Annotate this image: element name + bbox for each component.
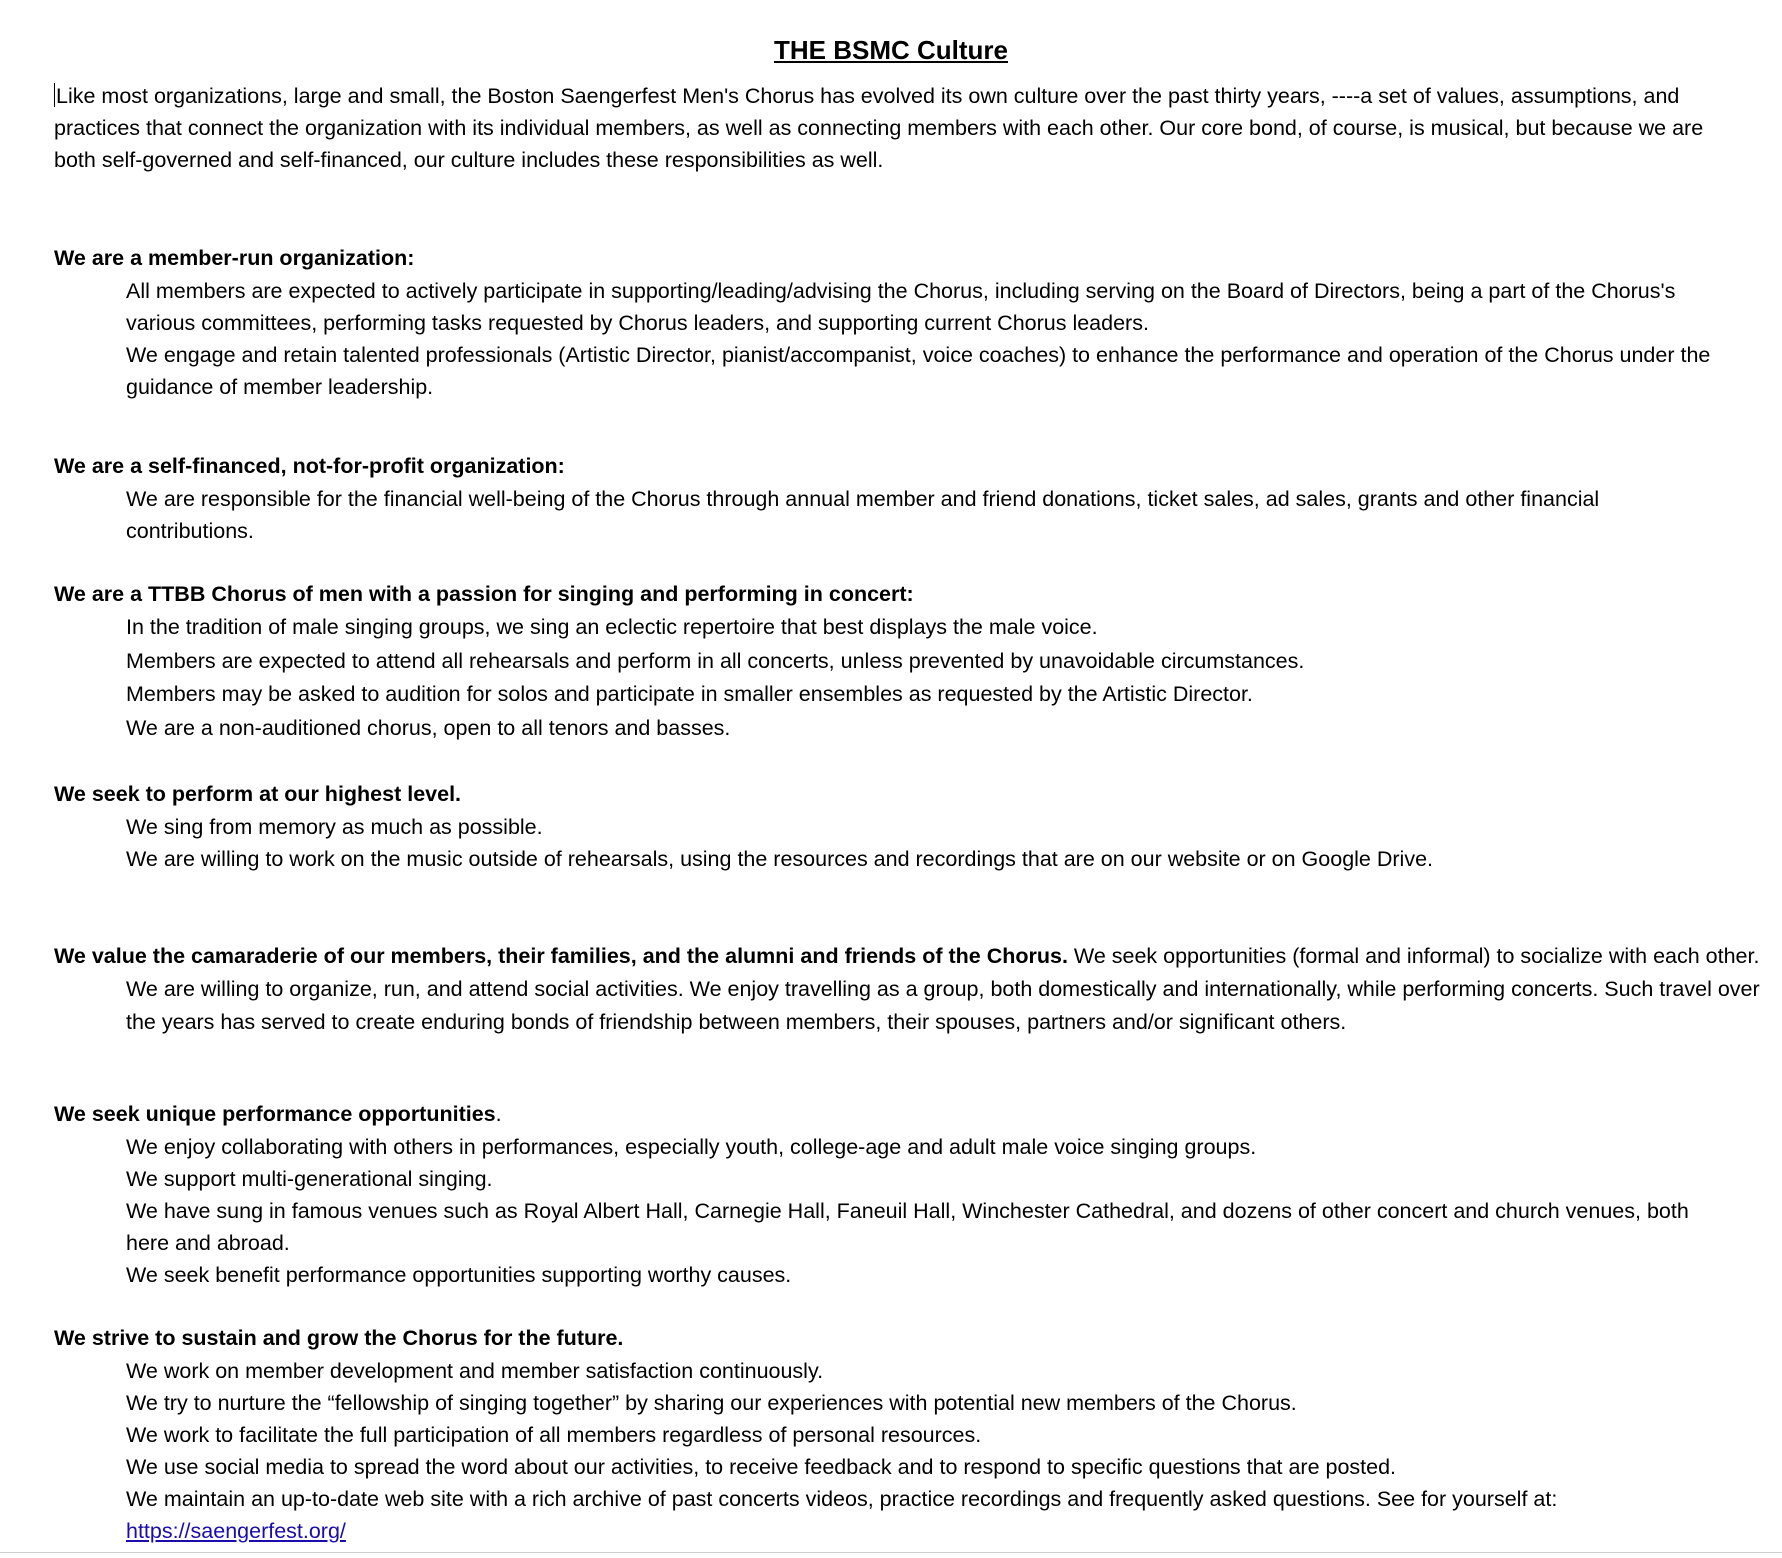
section-heading: We are a self-financed, not-for-profit organization: bbox=[54, 454, 565, 478]
section-highest-level bbox=[54, 778, 1734, 875]
section-unique-opportunities bbox=[54, 1098, 1734, 1291]
section-paragraph bbox=[54, 940, 1766, 1039]
section-item: We are a non-auditioned chorus, open to all tenors and basses. bbox=[126, 715, 731, 740]
section-item: We support multi-generational singing. bbox=[126, 1167, 493, 1191]
section-item: We try to nurture the “fellowship of singing together” by sharing our experiences with potential new members of the Chorus. bbox=[126, 1391, 1297, 1415]
section-heading-suffix: . bbox=[495, 1102, 502, 1126]
section-heading: We are a member-run organization: bbox=[54, 246, 415, 270]
section-item: Members are expected to attend all rehearsals and perform in all concerts, unless prevented by unavoidable circumstances. bbox=[126, 648, 1305, 673]
section-heading-line bbox=[54, 1098, 1734, 1131]
section-heading: We seek unique performance opportunities bbox=[54, 1102, 496, 1126]
intro-paragraph bbox=[54, 80, 1724, 176]
section-self-financed bbox=[54, 450, 1734, 547]
section-heading: We are a TTBB Chorus of men with a passion for singing and performing in concert: bbox=[54, 582, 914, 606]
section-item: We work to facilitate the full participation of all members regardless of personal resources. bbox=[126, 1423, 982, 1447]
section-member-run bbox=[54, 242, 1734, 403]
text-cursor bbox=[54, 83, 55, 107]
section-item: We enjoy collaborating with others in performances, especially youth, college-age and adult male voice singing groups. bbox=[126, 1135, 1257, 1159]
section-body: We seek opportunities (formal and informal) to socialize with each other. We are willing to organize, run, and attend social activities. We enjoy travelling as a group, both domestically and internationally, while performing concerts. Such travel over the years has served to create enduring bonds of friendship between members, their spouses, partners and/or significant others. bbox=[126, 944, 1760, 1034]
section-item: In the tradition of male singing groups, we sing an eclectic repertoire that best displays the male voice. bbox=[126, 615, 1098, 639]
section-item: We engage and retain talented professionals (Artistic Director, pianist/accompanist, voice coaches) to enhance the performance and operation of the Chorus under the guidance of member leadership. bbox=[126, 343, 1711, 399]
section-heading: We strive to sustain and grow the Chorus for the future. bbox=[54, 1326, 624, 1350]
section-camaraderie bbox=[54, 940, 1760, 1039]
page-bottom-divider bbox=[0, 1552, 1782, 1553]
section-item: We use social media to spread the word about our activities, to receive feedback and to respond to specific questions that are posted. bbox=[126, 1455, 1397, 1479]
section-item: Members may be asked to audition for solos and participate in smaller ensembles as requested by the Artistic Director. bbox=[126, 682, 1253, 706]
website-link[interactable]: https://saengerfest.org/ bbox=[126, 1519, 346, 1543]
document-title: THE BSMC Culture bbox=[774, 35, 1008, 65]
section-item: We maintain an up-to-date web site with a rich archive of past concerts videos, practice recordings and frequently asked questions. See for yourself at: bbox=[126, 1487, 1558, 1511]
section-item: We seek benefit performance opportunities supporting worthy causes. bbox=[126, 1263, 792, 1287]
section-item: We are willing to work on the music outside of rehearsals, using the resources and recordings that are on our website or on Google Drive. bbox=[126, 847, 1433, 871]
section-heading: We seek to perform at our highest level. bbox=[54, 782, 462, 806]
intro-text: Like most organizations, large and small, the Boston Saengerfest Men's Chorus has evolved its own culture over the past thirty years, ----a set of values, assumptions, and practices that connect the organization with its individual members, as well as connecting members with each other. Our core bond, of course, is musical, but because we are both self-governed and self-financed, our culture includes these responsibilities as well. bbox=[54, 84, 1704, 172]
section-item: All members are expected to actively participate in supporting/leading/advising the Chorus, including serving on the Board of Directors, being a part of the Chorus's various committees, performing tasks requested by Chorus leaders, and supporting current Chorus leaders. bbox=[126, 279, 1676, 335]
section-heading: We value the camaraderie of our members, their families, and the alumni and friends of the Chorus. bbox=[54, 944, 1068, 968]
section-item: We sing from memory as much as possible. bbox=[126, 815, 543, 839]
section-sustain-grow bbox=[54, 1322, 1734, 1547]
section-item: We have sung in famous venues such as Royal Albert Hall, Carnegie Hall, Faneuil Hall, Winchester Cathedral, and dozens of other concert and church venues, both here and abroad. bbox=[126, 1199, 1689, 1255]
section-item: We work on member development and member satisfaction continuously. bbox=[126, 1359, 824, 1383]
section-ttbb-chorus bbox=[54, 578, 1734, 745]
website-link-line bbox=[126, 1515, 1726, 1547]
section-item: We are responsible for the financial well-being of the Chorus through annual member and friend donations, ticket sales, ad sales, grants and other financial contributions. bbox=[126, 487, 1600, 543]
